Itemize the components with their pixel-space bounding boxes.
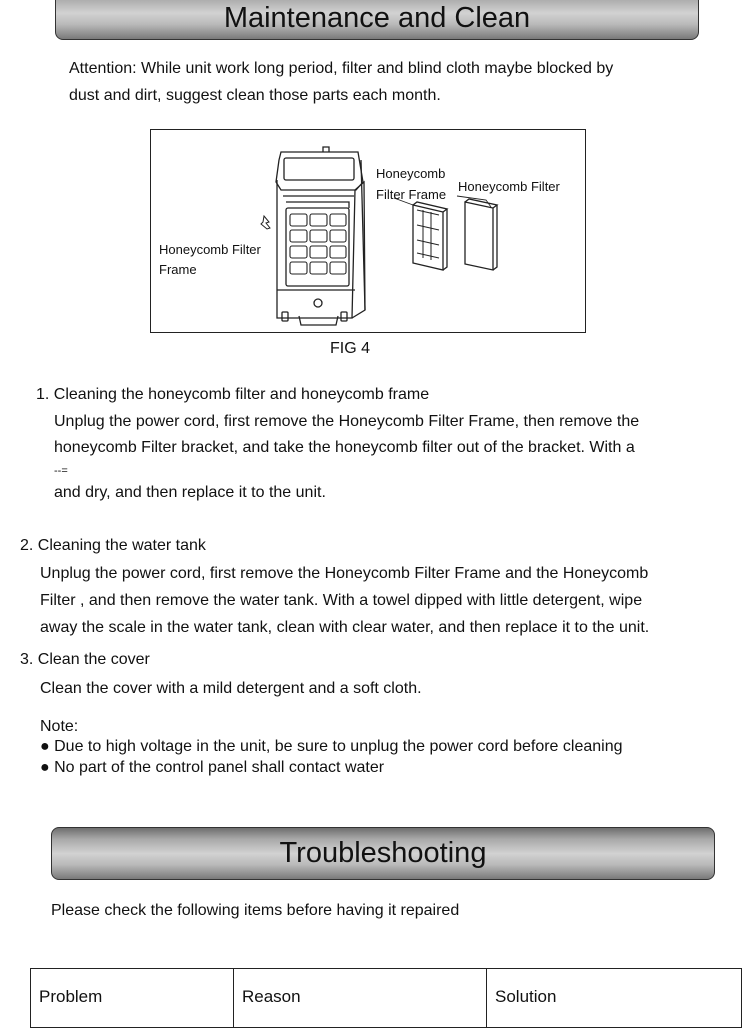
note-label: Note:	[40, 718, 79, 735]
label-mid-line-1: Honeycomb	[376, 166, 446, 181]
step-1-heading: 1. Cleaning the honeycomb filter and honeycomb frame	[36, 386, 430, 403]
step-1-line-2: honeycomb Filter bracket, and take the honeycomb filter out of the bracket. With a	[54, 439, 635, 456]
step-2-line-1: Unplug the power cord, first remove the Honeycomb Filter Frame and the Honeycomb	[40, 565, 649, 582]
air-cooler-illustration	[151, 130, 584, 331]
troubleshooting-title: Troubleshooting	[279, 837, 487, 869]
header-solution: Solution	[487, 969, 742, 1028]
figure-4	[150, 129, 586, 333]
filter-frame-part	[394, 198, 447, 270]
table-header-row	[31, 969, 742, 1028]
troubleshooting-table	[30, 968, 742, 1028]
step-3-line-1: Clean the cover with a mild detergent and a soft cloth.	[40, 680, 422, 697]
attention-line-2: dust and dirt, suggest clean those parts each month.	[69, 87, 441, 104]
maintenance-banner	[55, 0, 699, 40]
label-mid-line-2: Filter Frame	[376, 187, 447, 202]
step-2-heading: 2. Cleaning the water tank	[20, 537, 206, 554]
step-2-line-3: away the scale in the water tank, clean with clear water, and then replace it to the unit.	[40, 619, 650, 636]
step-2-line-2: Filter , and then remove the water tank. With a towel dipped with little detergent, wipe	[40, 592, 643, 609]
air-cooler-unit	[276, 147, 365, 325]
label-right: Honeycomb Filter	[458, 179, 560, 194]
note-bullet-1: ● Due to high voltage in the unit, be sure to unplug the power cord before cleaning	[40, 738, 623, 755]
label-left-line-1: Honeycomb Filter	[159, 242, 261, 257]
figure-caption: FIG 4	[330, 340, 371, 357]
step-1-line-3: --=	[54, 465, 68, 477]
note-bullet-2: ● No part of the control panel shall contact water	[40, 759, 385, 776]
label-left-line-2: Frame	[159, 262, 197, 277]
maintenance-title: Maintenance and Clean	[223, 1, 531, 34]
attention-line-1: Attention: While unit work long period, filter and blind cloth maybe blocked by	[69, 60, 614, 77]
troubleshooting-banner	[51, 827, 715, 880]
step-1-line-1: Unplug the power cord, first remove the Honeycomb Filter Frame, then remove the	[54, 413, 640, 430]
honeycomb-filter-part	[457, 196, 497, 270]
removal-arrow-icon	[261, 216, 270, 229]
step-3-heading: 3. Clean the cover	[20, 651, 150, 668]
header-reason: Reason	[234, 969, 487, 1028]
step-1-line-4: and dry, and then replace it to the unit.	[54, 484, 326, 501]
header-problem: Problem	[31, 969, 234, 1028]
troubleshooting-intro: Please check the following items before having it repaired	[51, 902, 460, 919]
